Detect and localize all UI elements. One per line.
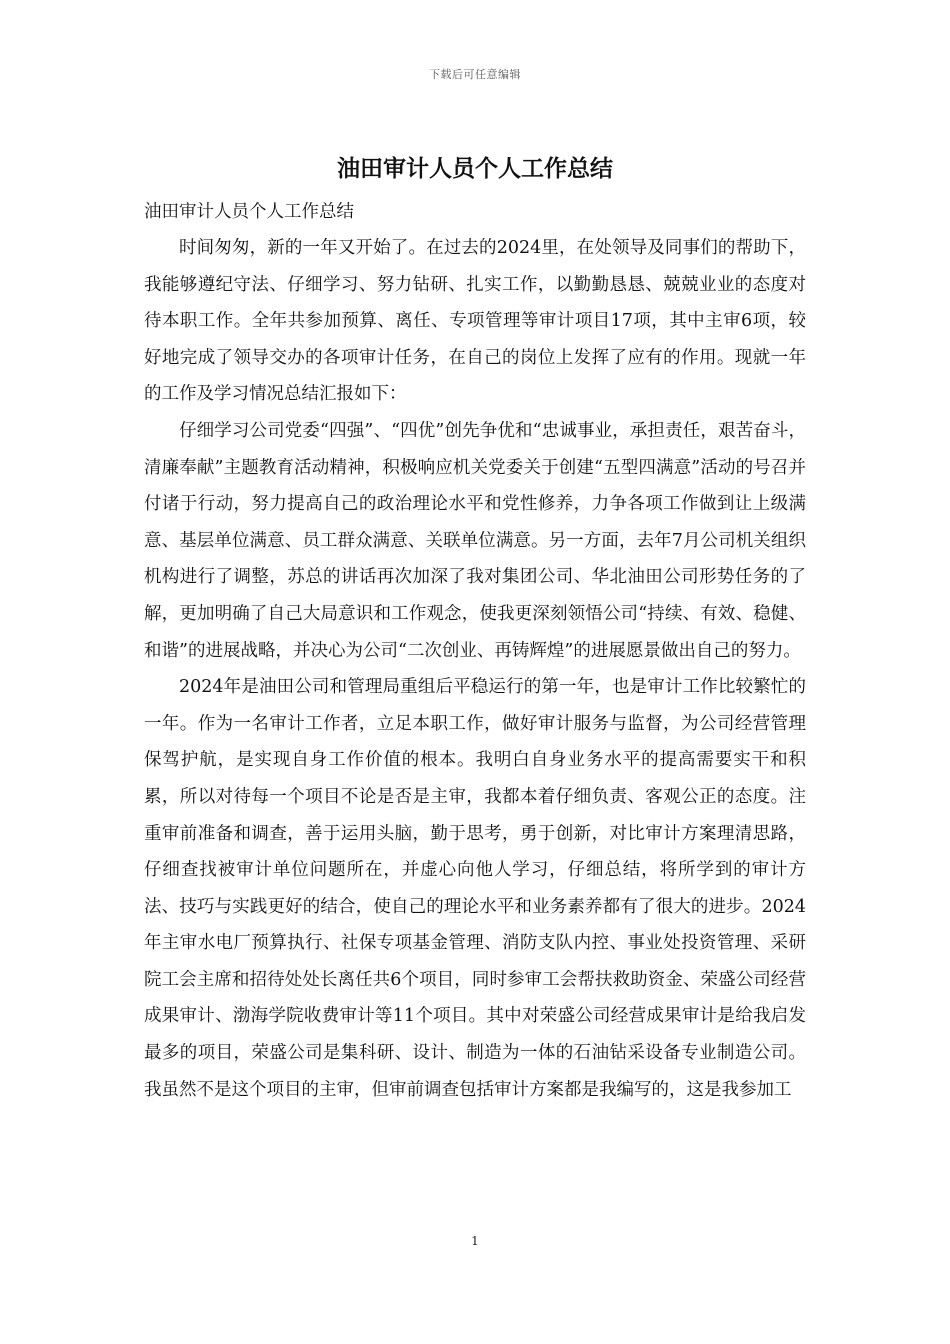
document-title: 油田审计人员个人工作总结 xyxy=(337,155,613,182)
paragraph-work: 2024年是油田公司和管理局重组后平稳运行的第一年，也是审计工作比较繁忙的一年。作为一名审计工作者，立足本职工作，做好审计服务与监督，为公司经营管理保驾护航，是实现自身工作价值的根本。我明白自身业务水平的提高需要实干和积累，所以对待每一个项目不论是否是主审，我都本着仔细负责、客观公正的态度。注重审前准备和调查，善于运用头脑，勤于思考，勇于创新，对比审计方案理清思路，仔细查找被审计单位问题所在，并虚心向他人学习，仔细总结，将所学到的审计方法、技巧与实践更好的结合，使自己的理论水平和业务素养都有了很大的进步。2024年主审水电厂预算执行、社保专项基金管理、消防支队内控、事业处投资管理、采研院工会主席和招待处处长离任共6个项目，同时参审工会帮扶救助资金、荣盛公司经营成果审计、渤海学院收费审计等11个项目。其中对荣盛公司经营成果审计是给我启发最多的项目，荣盛公司是集科研、设计、制造为一体的石油钻采设备专业制造公司。我虽然不是这个项目的主审，但审前调查包括审计方案都是我编写的，这是我参加工 xyxy=(144,677,806,1100)
document-subtitle: 油田审计人员个人工作总结 xyxy=(144,202,354,222)
page-header: 下载后可任意编辑 xyxy=(429,68,521,81)
paragraph-study: 仔细学习公司党委“四强”、“四优”创先争优和“忠诚事业，承担责任，艰苦奋斗，清廉奉献”主题教育活动精神，积极响应机关党委关于创建“五型四满意”活动的号召并付诸于行动，努力提高自己的政治理论水平和党性修养，力争各项工作做到让上级满意、基层单位满意、员工群众满意、关联单位满意。另一方面，去年7月公司机关组织机构进行了调整，苏总的讲话再次加深了我对集团公司、华北油田公司形势任务的了解，更加明确了自己大局意识和工作观念，使我更深刻领悟公司“持续、有效、稳健、和谐”的进展战略，并决心为公司“二次创业、再铸辉煌”的进展愿景做出自己的努力。 xyxy=(144,420,806,661)
document-body xyxy=(144,194,806,1108)
paragraph-intro: 时间匆匆，新的一年又开始了。在过去的2024里，在处领导及同事们的帮助下，我能够遵纪守法、仔细学习、努力钻研、扎实工作，以勤勤恳恳、兢兢业业的态度对待本职工作。全年共参加预算、离任、专项管理等审计项目17项，其中主审6项，较好地完成了领导交办的各项审计任务，在自己的岗位上发挥了应有的作用。现就一年的工作及学习情况总结汇报如下： xyxy=(144,238,806,405)
page-number: 1 xyxy=(471,1234,479,1248)
